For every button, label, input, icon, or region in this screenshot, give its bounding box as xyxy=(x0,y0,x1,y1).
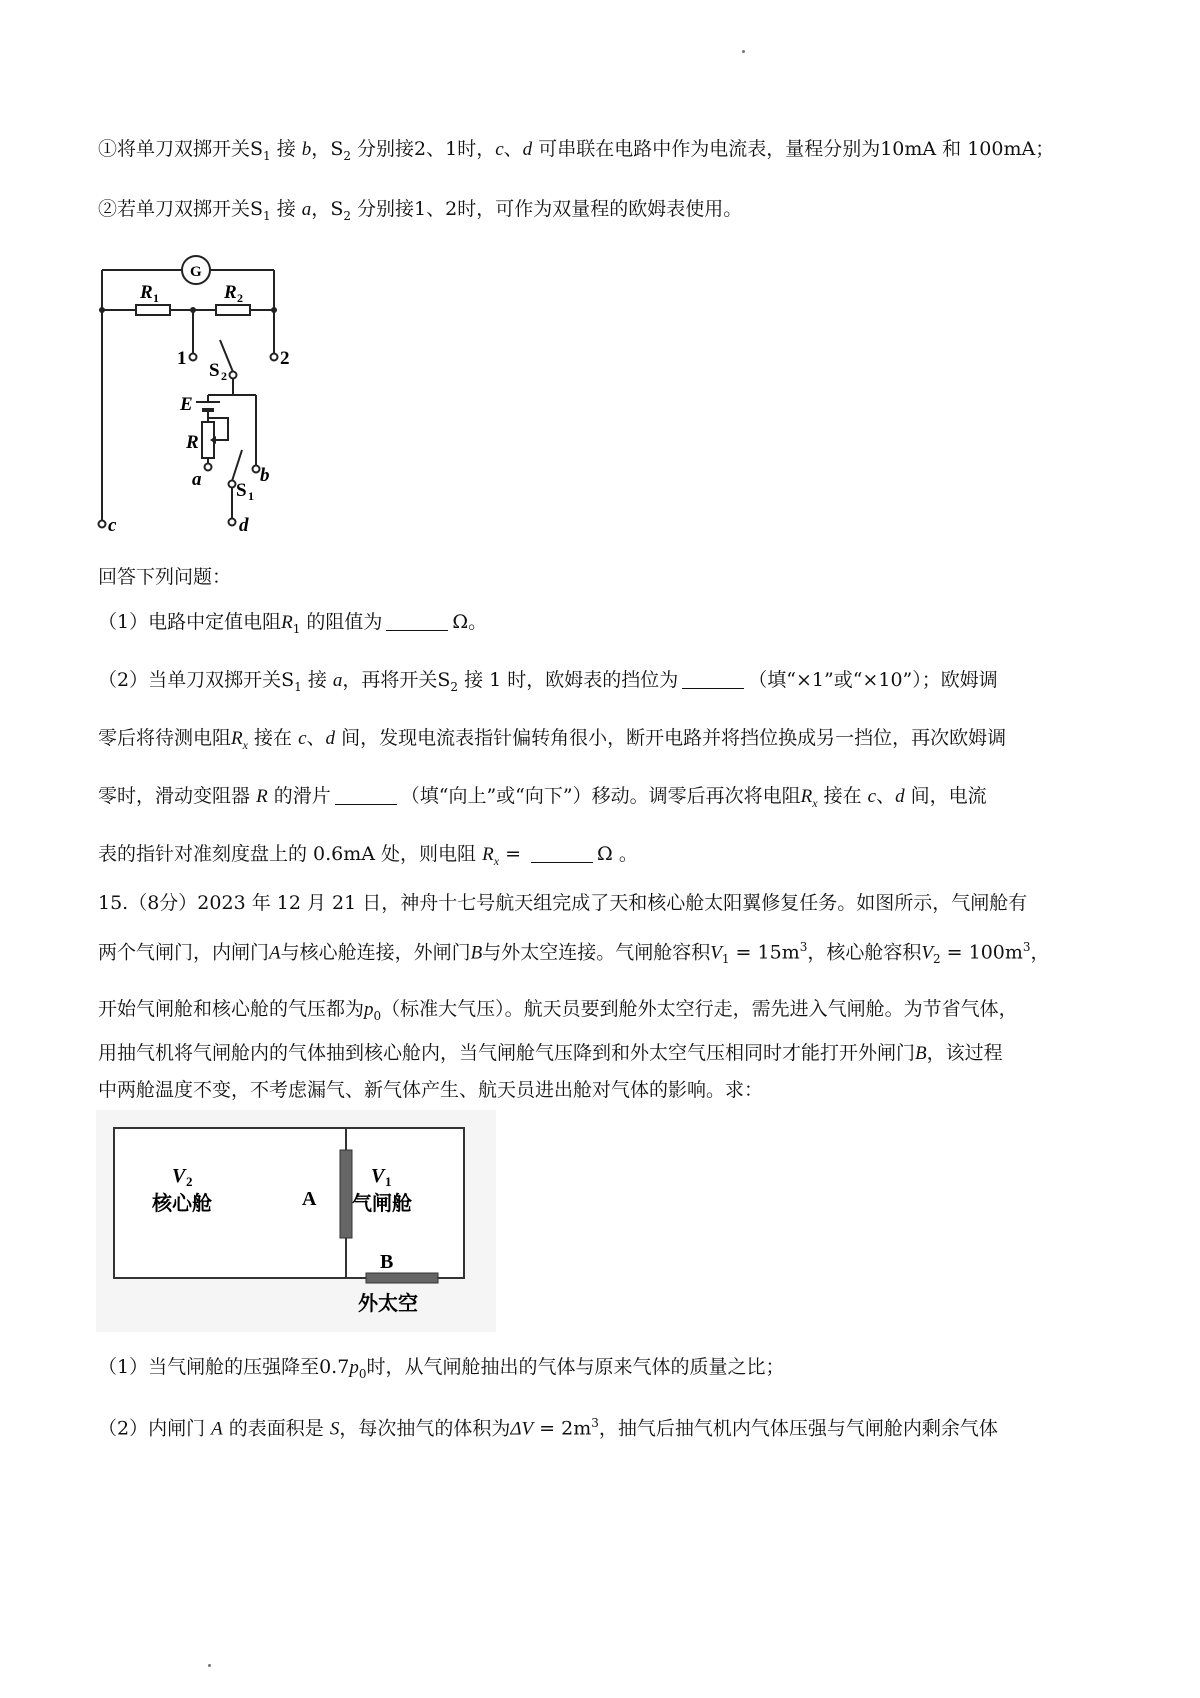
symbol-delta-v: ΔV xyxy=(510,1418,534,1440)
r1-label: R xyxy=(140,282,153,303)
text-segment: ①将单刀双掷开关 xyxy=(98,138,251,160)
question-2-line-3 xyxy=(98,785,987,810)
text-segment: Ω 。 xyxy=(597,843,638,865)
text-segment: 接 1 时，欧姆表的挡位为 xyxy=(464,669,679,691)
text-segment: 、 xyxy=(876,785,896,807)
v2-label: V xyxy=(172,1165,186,1187)
text-segment: ，再将开关 xyxy=(342,669,438,691)
s1-sub: 1 xyxy=(248,489,254,503)
symbol-V: V xyxy=(921,942,933,964)
answer-blank[interactable] xyxy=(682,670,744,689)
text-segment: 接 xyxy=(276,138,296,160)
rheostat-label: R xyxy=(186,432,199,453)
text-segment: 分别接2、1时， xyxy=(357,138,496,160)
text-segment: ， xyxy=(311,138,331,160)
terminal-2 xyxy=(271,354,278,361)
text-segment: 、 xyxy=(503,138,523,160)
circuit-diagram xyxy=(88,250,318,550)
cabin-diagram xyxy=(96,1110,496,1332)
terminal-c xyxy=(99,521,106,528)
subscript: x xyxy=(242,737,248,752)
text-segment: 的表面积是 xyxy=(228,1417,324,1440)
scan-speck-top xyxy=(742,50,745,53)
text-segment: ，核心舱容积 xyxy=(807,941,922,964)
terminal-1 xyxy=(190,354,197,361)
galvanometer-label: G xyxy=(190,264,202,280)
text-segment: 接 xyxy=(276,198,296,220)
text-segment: 用抽气机将气闸舱内的气体抽到核心舱内，当气闸舱气压降到和外太空气压相同时才能打开外闸门 xyxy=(98,1042,916,1064)
intro-line-1 xyxy=(98,138,1054,163)
symbol-R: R xyxy=(231,728,243,749)
text-segment: 接在 xyxy=(254,727,293,749)
text-segment: 与核心舱连接，外闸门 xyxy=(280,941,471,964)
resistor-R2-icon xyxy=(216,305,250,315)
subscript: 2 xyxy=(343,208,351,223)
symbol-B: B xyxy=(470,942,483,964)
d-label: d xyxy=(239,515,249,536)
v2-sub: 2 xyxy=(186,1174,193,1189)
v1-label: V xyxy=(371,1165,385,1187)
text-segment: （填“×1”或“×10”）；欧姆调 xyxy=(748,669,998,691)
text-segment: 分别接1、2时，可作为双量程的欧姆表使用。 xyxy=(357,198,743,220)
airlock-label: 气闸舱 xyxy=(352,1193,412,1215)
text-segment: 的阻值为 xyxy=(306,611,383,633)
text-segment: = 100m xyxy=(940,941,1023,964)
subscript: x xyxy=(493,853,500,868)
sub-question-1 xyxy=(98,1356,784,1381)
s2-sub: 2 xyxy=(221,369,227,383)
subscript: 2 xyxy=(450,679,459,694)
symbol-S: S xyxy=(330,138,344,160)
text-segment: ②若单刀双掷开关 xyxy=(98,198,251,220)
symbol-A: A xyxy=(269,942,281,964)
answer-blank[interactable] xyxy=(386,612,448,631)
question-2-line-4 xyxy=(98,843,638,868)
symbol-S: S xyxy=(250,138,264,160)
symbol-S: S xyxy=(329,1418,340,1440)
symbol-c: c xyxy=(298,728,307,749)
answer-blank[interactable] xyxy=(335,786,397,805)
s1-label: S xyxy=(236,480,247,501)
symbol-R: R xyxy=(256,786,268,807)
problem-15-line-2 xyxy=(98,940,1050,967)
v1-sub: 1 xyxy=(385,1174,392,1189)
symbol-R: R xyxy=(800,786,813,807)
symbol-a: a xyxy=(332,670,343,691)
symbol-d: d xyxy=(325,728,336,749)
outer-door-B xyxy=(366,1273,438,1283)
symbol-b: b xyxy=(301,139,312,160)
text-segment: 表的指针对准刻度盘上的 0.6mA 处，则电阻 xyxy=(98,843,477,865)
problem-15-line-5: 中两舱温度不变，不考虑漏气、新气体产生、航天员进出舱对气体的影响。求： xyxy=(98,1079,764,1101)
text-segment: = xyxy=(499,843,528,865)
resistor-R1-icon xyxy=(136,305,170,315)
subscript: 0 xyxy=(358,1366,367,1381)
intro-line-2 xyxy=(98,198,742,223)
text-segment: 间，电流 xyxy=(910,785,987,807)
symbol-a: a xyxy=(301,199,312,220)
text-segment: ， xyxy=(1030,941,1050,964)
text-segment: = 2m xyxy=(533,1417,592,1440)
e-label: E xyxy=(180,394,193,415)
subscript: 1 xyxy=(263,208,271,223)
symbol-d: d xyxy=(895,786,905,807)
text-segment: ，每次抽气的体积为 xyxy=(339,1417,511,1440)
r2-label: R xyxy=(224,282,237,303)
text-segment: （2）内闸门 xyxy=(98,1417,206,1440)
text-segment: （1）电路中定值电阻 xyxy=(98,611,282,633)
superscript: 3 xyxy=(1022,940,1031,954)
symbol-R: R xyxy=(482,844,494,865)
terminal-2-label: 2 xyxy=(280,348,290,369)
symbol-p: p xyxy=(349,1357,359,1378)
terminal-b xyxy=(253,466,260,473)
superscript: 3 xyxy=(591,1416,599,1430)
problem-15-line-1: 15.（8分）2023 年 12 月 21 日，神舟十七号航天组完成了天和核心舱太阳翼修复任务。如图所示，气闸舱有 xyxy=(98,892,1028,914)
door-a-label: A xyxy=(302,1188,317,1210)
r1-sub: 1 xyxy=(153,291,159,305)
answer-blank[interactable] xyxy=(531,844,593,863)
symbol-A: A xyxy=(211,1418,223,1440)
subscript: 2 xyxy=(932,952,941,967)
a-label: a xyxy=(192,469,202,490)
question-2-line-2 xyxy=(98,727,1006,752)
symbol-c: c xyxy=(867,786,877,807)
text-segment: 接 xyxy=(307,669,327,691)
text-segment: 零时，滑动变阻器 xyxy=(98,785,251,807)
question-1 xyxy=(98,611,487,636)
text-segment: （1）当气闸舱的压强降至 xyxy=(98,1356,320,1378)
text-segment: 与外太空连接。气闸舱容积 xyxy=(482,941,711,964)
outer-space-label: 外太空 xyxy=(358,1293,418,1315)
r2-sub: 2 xyxy=(237,291,243,305)
symbol-d: d xyxy=(522,139,533,160)
terminal-d xyxy=(229,519,236,526)
symbol-p: p xyxy=(364,999,374,1020)
text-segment: 时，从气闸舱抽出的气体与原来气体的质量之比； xyxy=(366,1356,785,1378)
inner-door-A xyxy=(340,1150,352,1238)
scan-speck-bottom xyxy=(208,1664,211,1667)
symbol-c: c xyxy=(495,139,504,160)
subscript: 2 xyxy=(343,148,351,163)
text-segment: 开始气闸舱和核心舱的气压都为 xyxy=(98,998,365,1020)
b-label: b xyxy=(260,465,270,486)
text-segment: ，该过程 xyxy=(926,1042,1003,1064)
s2-label: S xyxy=(209,360,220,381)
subscript: x xyxy=(812,795,818,810)
terminal-a xyxy=(205,464,212,471)
text-segment: = 15m xyxy=(729,941,800,964)
problem-15-line-4 xyxy=(98,1042,1003,1066)
text-segment: ， xyxy=(311,198,331,220)
text-segment: 的滑片 xyxy=(273,785,331,807)
switch-S1-icon xyxy=(232,450,242,481)
subscript: 1 xyxy=(294,679,302,694)
symbol-V: V xyxy=(710,942,722,964)
question-2-line-1 xyxy=(98,669,998,694)
sub-question-2 xyxy=(98,1416,998,1441)
door-b-label: B xyxy=(380,1251,394,1273)
c-label: c xyxy=(108,515,117,536)
symbol-S: S xyxy=(250,198,264,220)
symbol-R: R xyxy=(281,612,293,633)
text-segment: （2）当单刀双掷开关 xyxy=(98,669,282,691)
subscript: 1 xyxy=(263,148,271,163)
switch-S2-icon xyxy=(220,340,233,372)
text-segment: （填“向上”或“向下”）移动。调零后再次将电阻 xyxy=(400,785,801,807)
problem-15-line-3 xyxy=(98,998,1018,1023)
core-module-label: 核心舱 xyxy=(152,1193,212,1215)
subscript: 1 xyxy=(721,952,730,967)
terminal-1-label: 1 xyxy=(177,348,187,369)
text-segment: Ω。 xyxy=(452,611,488,633)
text-segment: 间，发现电流表指针偏转角很小，断开电路并将挡位换成另一挡位，再次欧姆调 xyxy=(341,727,1007,749)
text-segment: 可串联在电路中作为电流表，量程分别为10mA 和 100mA； xyxy=(538,138,1055,160)
symbol-S: S xyxy=(281,669,295,691)
text-segment: 、 xyxy=(306,727,326,749)
text-segment: （标准大气压）。航天员要到舱外太空行走，需先进入气闸舱。为节省气体， xyxy=(381,998,1018,1020)
text-segment: 0.7 xyxy=(319,1356,350,1378)
text-segment: 接在 xyxy=(823,785,862,807)
symbol-B: B xyxy=(915,1043,927,1064)
text-segment: 零后将待测电阻 xyxy=(98,727,232,749)
answer-heading: 回答下列问题： xyxy=(98,566,232,588)
text-segment: ，抽气后抽气机内气体压强与气闸舱内剩余气体 xyxy=(598,1417,998,1440)
symbol-S: S xyxy=(437,669,451,691)
superscript: 3 xyxy=(799,940,808,954)
subscript: 0 xyxy=(373,1008,382,1023)
symbol-S: S xyxy=(330,198,344,220)
subscript: 1 xyxy=(292,621,301,636)
text-segment: 两个气闸门，内闸门 xyxy=(98,941,270,964)
